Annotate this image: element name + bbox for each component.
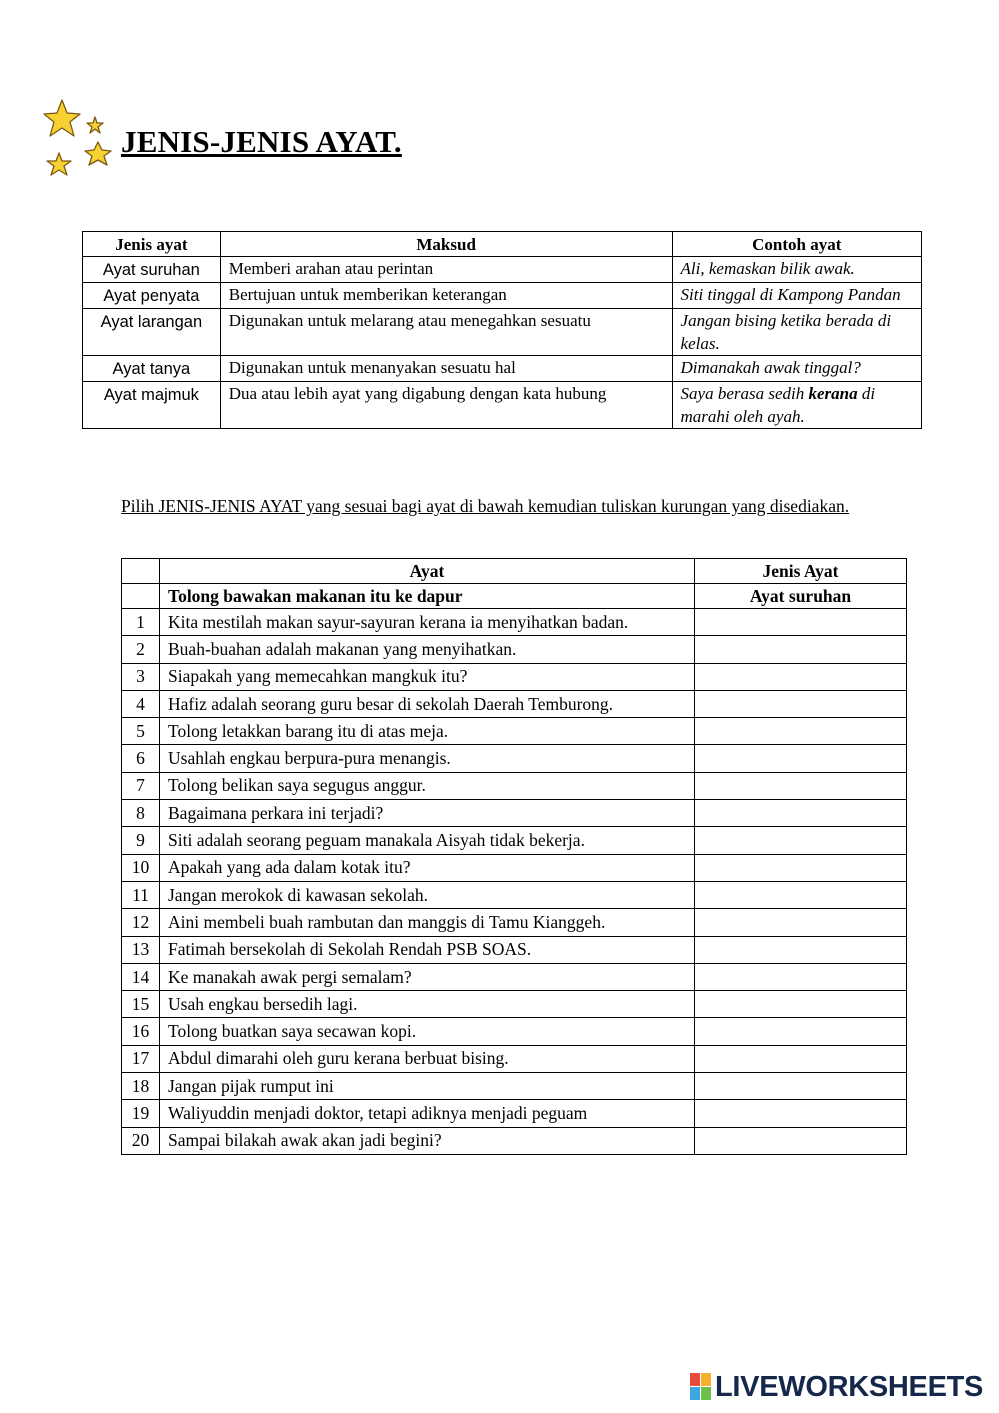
sentence-text: Tolong buatkan saya secawan kopi.	[160, 1018, 695, 1045]
exercise-row	[122, 963, 907, 990]
row-number: 4	[122, 690, 160, 717]
answer-input-cell[interactable]	[695, 690, 907, 717]
liveworksheets-logo	[689, 1370, 983, 1404]
star-icon	[47, 153, 71, 175]
sentence-meaning: Digunakan untuk menanyakan sesuatu hal	[220, 356, 672, 382]
row-number: 1	[122, 609, 160, 636]
sentence-text: Tolong letakkan barang itu di atas meja.	[160, 718, 695, 745]
reference-row	[83, 309, 922, 356]
exercise-row	[122, 718, 907, 745]
row-number: 12	[122, 909, 160, 936]
example-text: di marahi oleh ayah.	[680, 384, 876, 426]
exercise-row	[122, 1073, 907, 1100]
exercise-row	[122, 1100, 907, 1127]
row-number	[122, 584, 160, 609]
row-number: 11	[122, 881, 160, 908]
sentence-text: Sampai bilakah awak akan jadi begini?	[160, 1127, 695, 1154]
conjunction-highlight: kerana	[808, 384, 858, 403]
exercise-row	[122, 854, 907, 881]
sentence-meaning: Dua atau lebih ayat yang digabung dengan kata hubung	[220, 382, 672, 429]
star-icon	[85, 142, 111, 165]
sentence-type: Ayat tanya	[83, 356, 221, 382]
answer-input-cell[interactable]	[695, 1100, 907, 1127]
sample-answer: Ayat suruhan	[695, 584, 907, 609]
instruction-text: Pilih JENIS-JENIS AYAT yang sesuai bagi ayat di bawah kemudian tuliskan kurungan yang disediakan.	[121, 496, 850, 516]
exercise-row	[122, 663, 907, 690]
sample-row	[122, 584, 907, 609]
live-badge-icon	[689, 1372, 713, 1402]
sentence-example	[672, 382, 921, 429]
row-number: 19	[122, 1100, 160, 1127]
row-number: 2	[122, 636, 160, 663]
exercise-row	[122, 1127, 907, 1154]
column-header-example: Contoh ayat	[672, 232, 921, 257]
sentence-meaning: Memberi arahan atau perintan	[220, 257, 672, 283]
row-number: 10	[122, 854, 160, 881]
answer-input-cell[interactable]	[695, 1018, 907, 1045]
answer-input-cell[interactable]	[695, 963, 907, 990]
sentence-text: Tolong belikan saya segugus anggur.	[160, 772, 695, 799]
sentence-text: Jangan merokok di kawasan sekolah.	[160, 881, 695, 908]
exercise-row	[122, 991, 907, 1018]
exercise-row	[122, 772, 907, 799]
exercise-row	[122, 881, 907, 908]
exercise-header-row	[122, 559, 907, 584]
exercise-row	[122, 827, 907, 854]
row-number: 18	[122, 1073, 160, 1100]
answer-input-cell[interactable]	[695, 909, 907, 936]
reference-row	[83, 356, 922, 382]
sentence-example: Dimanakah awak tinggal?	[672, 356, 921, 382]
star-icon	[87, 117, 103, 133]
row-number: 8	[122, 800, 160, 827]
column-header-meaning: Maksud	[220, 232, 672, 257]
column-header-answer: Jenis Ayat	[695, 559, 907, 584]
column-header-sentence: Ayat	[160, 559, 695, 584]
sentence-type: Ayat larangan	[83, 309, 221, 356]
sentence-example: Ali, kemaskan bilik awak.	[672, 257, 921, 283]
sentence-text: Abdul dimarahi oleh guru kerana berbuat bising.	[160, 1045, 695, 1072]
answer-input-cell[interactable]	[695, 745, 907, 772]
row-number: 16	[122, 1018, 160, 1045]
exercise-row	[122, 745, 907, 772]
answer-input-cell[interactable]	[695, 636, 907, 663]
reference-row	[83, 382, 922, 429]
answer-input-cell[interactable]	[695, 800, 907, 827]
exercise-row	[122, 800, 907, 827]
answer-input-cell[interactable]	[695, 1073, 907, 1100]
reference-row	[83, 257, 922, 283]
sentence-text: Siapakah yang memecahkan mangkuk itu?	[160, 663, 695, 690]
number-column-header	[122, 559, 160, 584]
row-number: 7	[122, 772, 160, 799]
sentence-meaning: Bertujuan untuk memberikan keterangan	[220, 283, 672, 309]
sentence-text: Tolong bawakan makanan itu ke dapur	[160, 584, 695, 609]
row-number: 13	[122, 936, 160, 963]
sentence-meaning: Digunakan untuk melarang atau menegahkan sesuatu	[220, 309, 672, 356]
sentence-text: Hafiz adalah seorang guru besar di sekolah Daerah Temburong.	[160, 690, 695, 717]
sentence-text: Waliyuddin menjadi doktor, tetapi adiknya menjadi peguam	[160, 1100, 695, 1127]
reference-table	[82, 231, 922, 429]
stars-decoration-icon	[40, 98, 120, 182]
column-header-type: Jenis ayat	[83, 232, 221, 257]
exercise-row	[122, 1018, 907, 1045]
exercise-table	[121, 558, 907, 1155]
sentence-type: Ayat penyata	[83, 283, 221, 309]
sentence-text: Ke manakah awak pergi semalam?	[160, 963, 695, 990]
answer-input-cell[interactable]	[695, 718, 907, 745]
answer-input-cell[interactable]	[695, 609, 907, 636]
answer-input-cell[interactable]	[695, 827, 907, 854]
row-number: 17	[122, 1045, 160, 1072]
exercise-row	[122, 690, 907, 717]
sentence-example: Siti tinggal di Kampong Pandan	[672, 283, 921, 309]
sentence-text: Kita mestilah makan sayur-sayuran kerana ia menyihatkan badan.	[160, 609, 695, 636]
answer-input-cell[interactable]	[695, 1127, 907, 1154]
answer-input-cell[interactable]	[695, 854, 907, 881]
answer-input-cell[interactable]	[695, 663, 907, 690]
sentence-text: Buah-buahan adalah makanan yang menyihatkan.	[160, 636, 695, 663]
logo-text: LIVEWORKSHEETS	[715, 1370, 984, 1403]
reference-header-row	[83, 232, 922, 257]
sentence-text: Jangan pijak rumput ini	[160, 1073, 695, 1100]
sentence-text: Fatimah bersekolah di Sekolah Rendah PSB SOAS.	[160, 936, 695, 963]
row-number: 15	[122, 991, 160, 1018]
page-title: JENIS-JENIS AYAT.	[121, 124, 402, 159]
sentence-text: Aini membeli buah rambutan dan manggis di Tamu Kianggeh.	[160, 909, 695, 936]
sentence-type: Ayat suruhan	[83, 257, 221, 283]
answer-input-cell[interactable]	[695, 936, 907, 963]
sentence-text: Bagaimana perkara ini terjadi?	[160, 800, 695, 827]
row-number: 20	[122, 1127, 160, 1154]
sentence-text: Siti adalah seorang peguam manakala Aisyah tidak bekerja.	[160, 827, 695, 854]
answer-input-cell[interactable]	[695, 881, 907, 908]
answer-input-cell[interactable]	[695, 1045, 907, 1072]
row-number: 6	[122, 745, 160, 772]
exercise-row	[122, 609, 907, 636]
row-number: 9	[122, 827, 160, 854]
exercise-row	[122, 636, 907, 663]
exercise-row	[122, 909, 907, 936]
star-icon	[44, 100, 80, 136]
row-number: 3	[122, 663, 160, 690]
sentence-text: Usahlah engkau berpura-pura menangis.	[160, 745, 695, 772]
answer-input-cell[interactable]	[695, 991, 907, 1018]
row-number: 5	[122, 718, 160, 745]
answer-input-cell[interactable]	[695, 772, 907, 799]
exercise-row	[122, 936, 907, 963]
sentence-text: Usah engkau bersedih lagi.	[160, 991, 695, 1018]
sentence-type: Ayat majmuk	[83, 382, 221, 429]
reference-row	[83, 283, 922, 309]
row-number: 14	[122, 963, 160, 990]
sentence-example: Jangan bising ketika berada di kelas.	[672, 309, 921, 356]
example-text: Saya berasa sedih	[680, 384, 805, 403]
exercise-row	[122, 1045, 907, 1072]
sentence-text: Apakah yang ada dalam kotak itu?	[160, 854, 695, 881]
